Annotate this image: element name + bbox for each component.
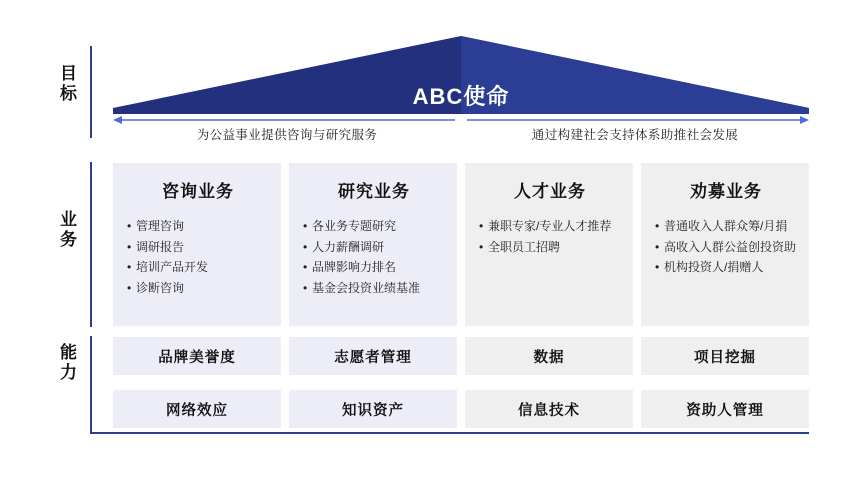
list-item: • 人力薪酬调研 [303, 237, 445, 258]
business-card-list [127, 216, 269, 299]
row-label-capability [46, 343, 92, 382]
list-item: • 兼职专家/专业人才推荐 [479, 216, 621, 237]
business-card-list [479, 216, 621, 257]
list-item: • 培训产品开发 [127, 257, 269, 278]
business-card-list [655, 216, 797, 278]
divider-capability [90, 336, 92, 432]
business-card-list [303, 216, 445, 299]
capability-cell[interactable]: 资助人管理 [641, 390, 809, 428]
business-card-title: 咨询业务 [162, 182, 234, 201]
business-card-title: 人才业务 [514, 182, 586, 201]
divider-goal [90, 46, 92, 138]
list-item: • 调研报告 [127, 237, 269, 258]
list-item: • 基金会投资业绩基准 [303, 278, 445, 299]
list-item: • 管理咨询 [127, 216, 269, 237]
capability-cell[interactable]: 志愿者管理 [289, 337, 457, 375]
row-label-capability-char-2: 力 [60, 362, 78, 382]
row-label-capability-char-1: 能 [60, 343, 78, 362]
business-card-fundraising[interactable] [641, 163, 809, 326]
business-card-consulting[interactable] [113, 163, 281, 326]
capability-cell[interactable]: 知识资产 [289, 390, 457, 428]
list-item: • 诊断咨询 [127, 278, 269, 299]
list-item: • 各业务专题研究 [303, 216, 445, 237]
mission-caption-right: 通过构建社会支持体系助推社会发展 [531, 128, 739, 142]
row-label-goal-char-2: 标 [60, 83, 78, 103]
row-label-goal [46, 64, 92, 103]
capability-cell[interactable]: 项目挖掘 [641, 337, 809, 375]
list-item: • 品牌影响力排名 [303, 257, 445, 278]
list-item: • 机构投资人/捐赠人 [655, 257, 797, 278]
list-item: • 全职员工招聘 [479, 237, 621, 258]
business-card-title: 劝募业务 [690, 182, 762, 201]
base-line [90, 432, 809, 434]
row-label-business [46, 210, 92, 249]
list-item: • 普通收入人群众筹/月捐 [655, 216, 797, 237]
capability-cell[interactable]: 网络效应 [113, 390, 281, 428]
row-label-business-char-1: 业 [60, 210, 78, 229]
row-label-business-char-2: 务 [60, 229, 78, 249]
business-card-title: 研究业务 [338, 182, 410, 201]
mission-caption-left: 为公益事业提供咨询与研究服务 [196, 128, 378, 142]
divider-business [90, 162, 92, 327]
capability-cell[interactable]: 品牌美誉度 [113, 337, 281, 375]
row-label-goal-char-1: 目 [60, 64, 78, 83]
mission-title: ABC使命 [412, 84, 510, 109]
list-item: • 高收入人群公益创投资助 [655, 237, 797, 258]
capability-cell[interactable]: 信息技术 [465, 390, 633, 428]
business-card-talent[interactable] [465, 163, 633, 326]
capability-cell[interactable]: 数据 [465, 337, 633, 375]
business-card-research[interactable] [289, 163, 457, 326]
